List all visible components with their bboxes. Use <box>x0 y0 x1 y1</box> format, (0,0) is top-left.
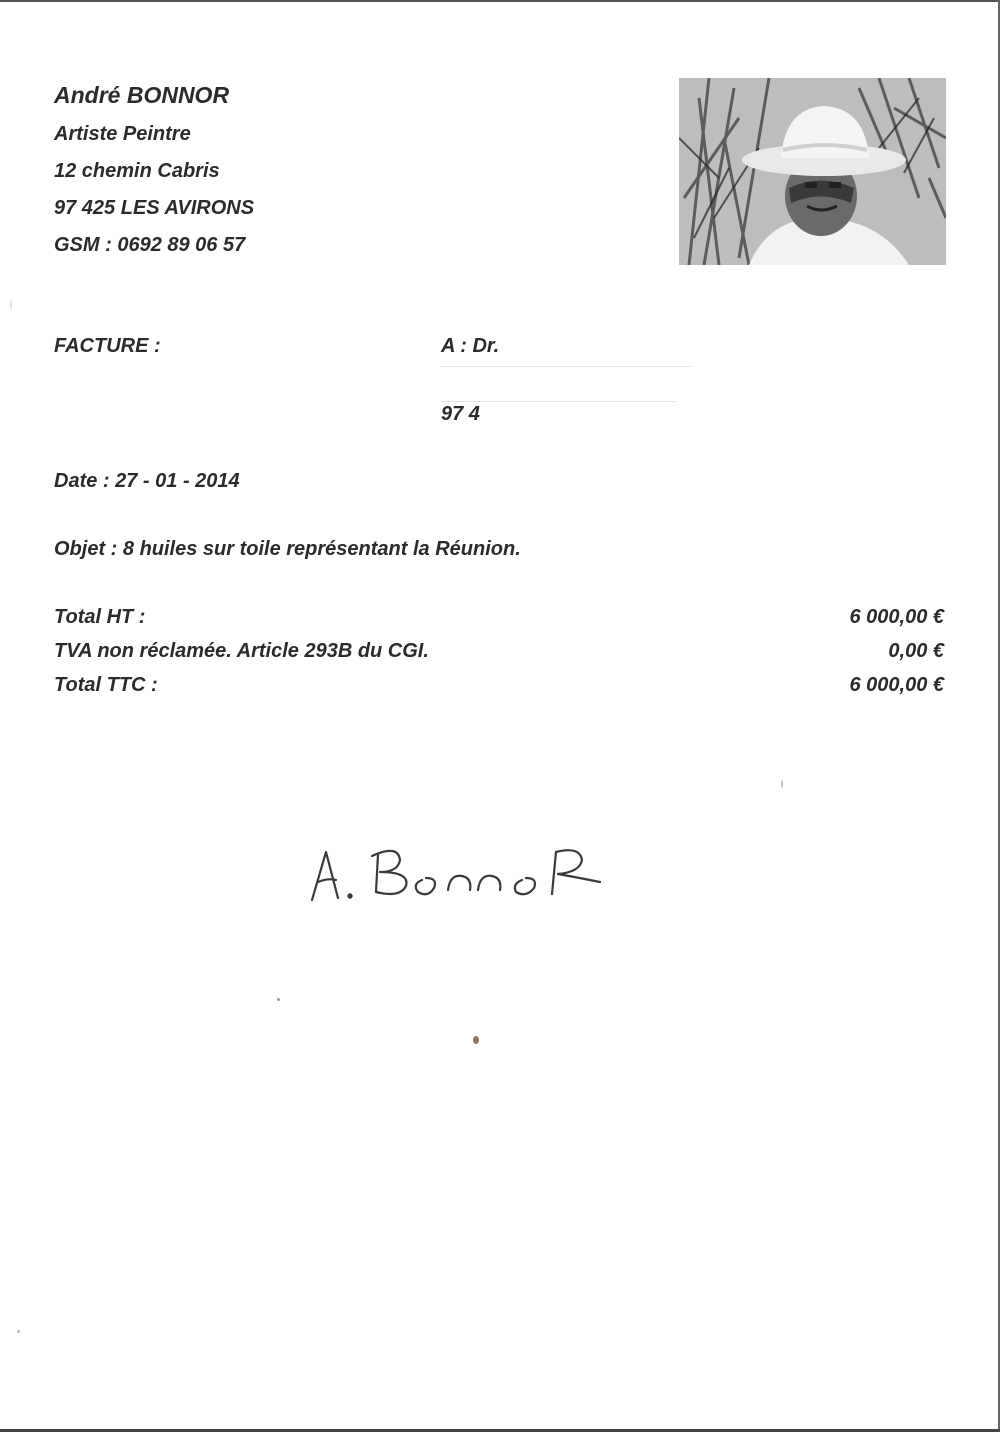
scan-speck <box>17 1330 20 1333</box>
invoice-object: Objet : 8 huiles sur toile représentant la Réunion. <box>54 538 521 560</box>
scan-speck <box>781 780 783 788</box>
scan-edge-top <box>0 0 1000 2</box>
tva-label: TVA non réclamée. Article 293B du CGI. <box>54 640 429 662</box>
scan-speck <box>277 998 280 1001</box>
recipient-prefix: A : Dr. <box>441 335 500 357</box>
sender-profession: Artiste Peintre <box>54 123 191 145</box>
scan-speck <box>10 300 12 310</box>
sender-name: André BONNOR <box>54 82 230 108</box>
redacted-address-line <box>441 401 676 402</box>
handwritten-signature <box>300 830 620 910</box>
invoice-date: Date : 27 - 01 - 2014 <box>54 470 240 492</box>
sender-city: 97 425 LES AVIRONS <box>54 197 255 219</box>
recipient-postcode: 97 4 <box>441 403 480 425</box>
total-ttc-value: 6 000,00 € <box>849 674 944 696</box>
total-ttc-label: Total TTC : <box>54 674 158 696</box>
total-ht-value: 6 000,00 € <box>849 606 944 628</box>
invoice-label: FACTURE : <box>54 335 161 357</box>
total-ht-label: Total HT : <box>54 606 146 628</box>
scan-speck <box>473 1036 479 1044</box>
redacted-recipient-line <box>441 366 691 367</box>
tva-value: 0,00 € <box>888 640 944 662</box>
sender-street: 12 chemin Cabris <box>54 160 220 182</box>
sender-phone: GSM : 0692 89 06 57 <box>54 234 246 256</box>
artist-photo <box>679 78 946 265</box>
